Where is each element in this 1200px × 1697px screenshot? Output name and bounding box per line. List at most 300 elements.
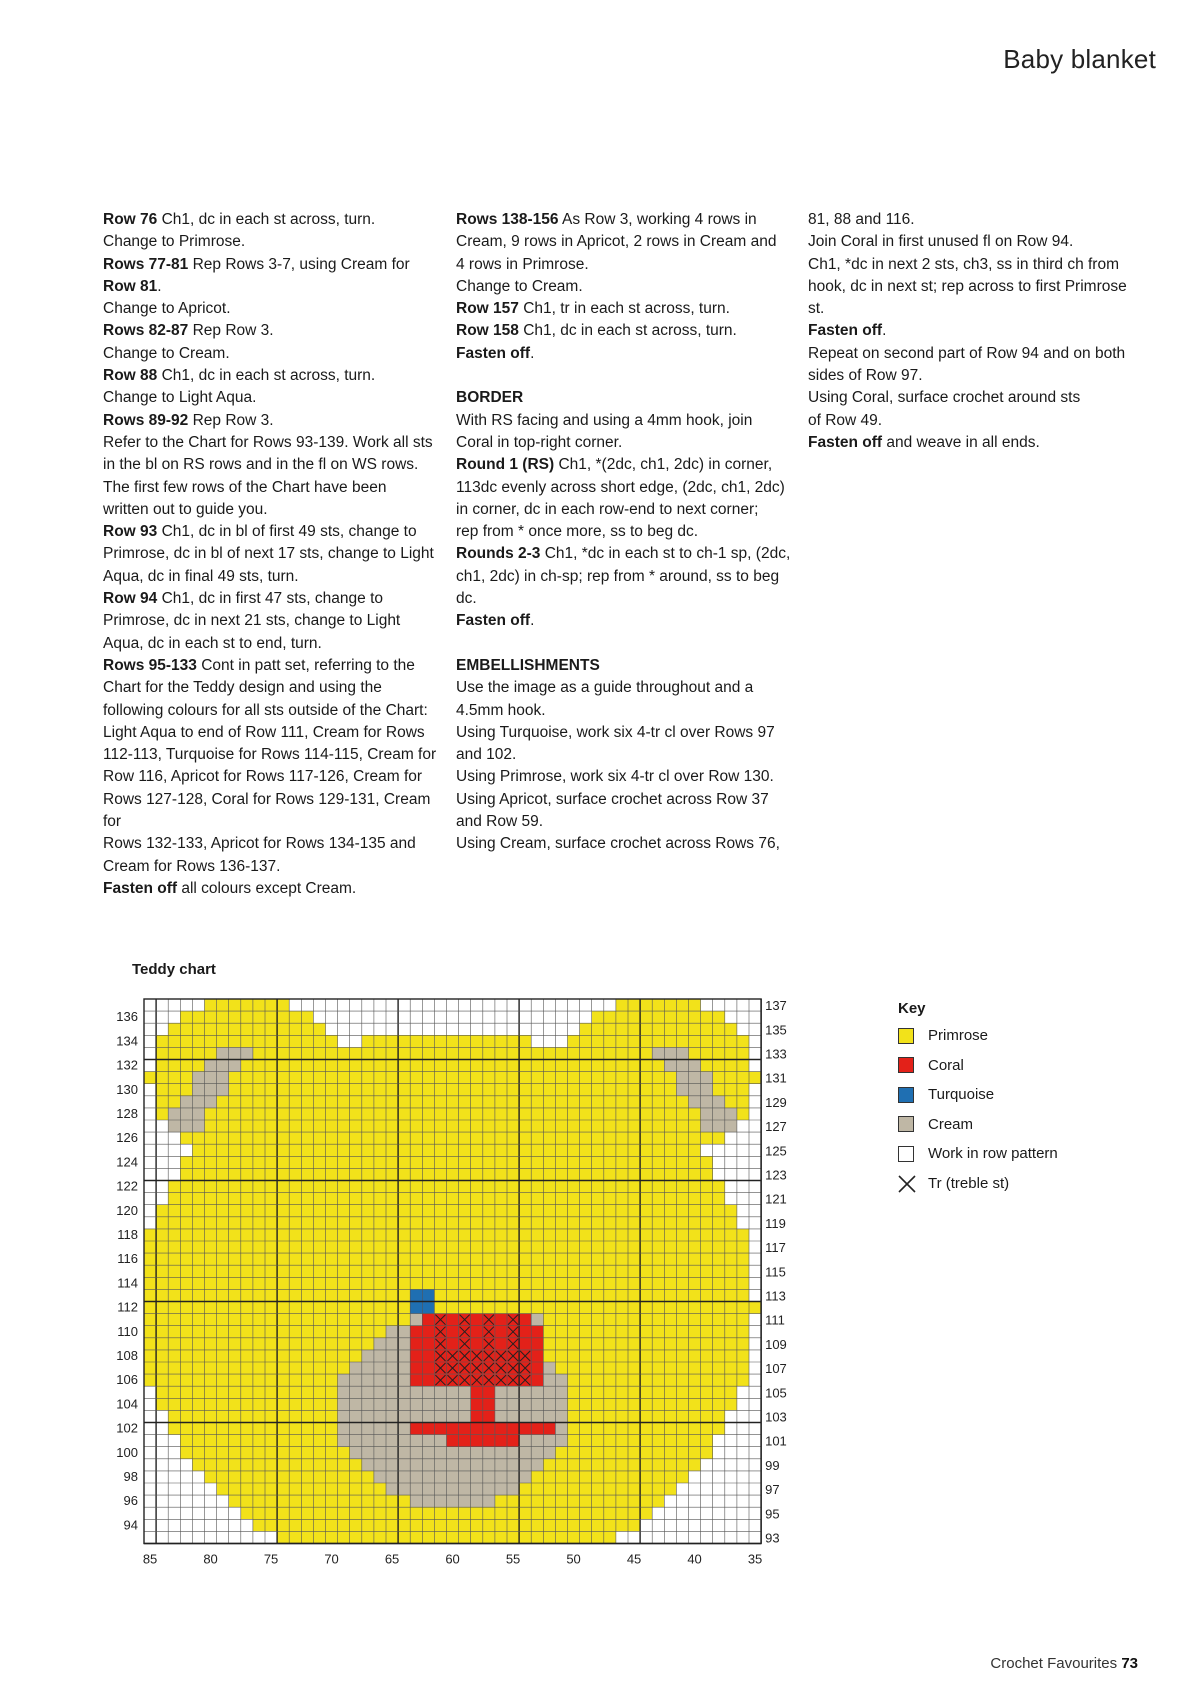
chart-cell	[350, 1362, 362, 1374]
instruction-text: Use the image as a guide throughout and a	[456, 679, 754, 697]
chart-cell	[422, 1120, 434, 1132]
instruction-bold-text: Fasten off	[103, 879, 178, 897]
chart-cell	[495, 1410, 507, 1422]
chart-cell	[689, 1350, 701, 1362]
chart-cell	[604, 1423, 616, 1435]
chart-cell	[664, 1398, 676, 1410]
chart-cell	[568, 1023, 580, 1035]
chart-cell	[531, 1229, 543, 1241]
chart-cell	[531, 1495, 543, 1507]
chart-cell	[289, 1374, 301, 1386]
instruction-text: Join Coral in first unused fl on Row 94.	[808, 233, 1074, 251]
chart-cell	[144, 1217, 156, 1229]
chart-cell	[374, 1302, 386, 1314]
chart-cell	[531, 1241, 543, 1253]
chart-cell	[652, 1459, 664, 1471]
chart-cell	[350, 1096, 362, 1108]
chart-cell	[241, 1435, 253, 1447]
chart-cell	[241, 1156, 253, 1168]
chart-cell	[725, 1483, 737, 1495]
chart-cell	[652, 1350, 664, 1362]
chart-cell	[253, 1289, 265, 1301]
chart-cell	[701, 1047, 713, 1059]
chart-cell	[362, 1035, 374, 1047]
row-label-right: 125	[765, 1143, 787, 1159]
chart-cell	[531, 1217, 543, 1229]
chart-cell	[749, 1338, 761, 1350]
chart-cell	[471, 1193, 483, 1205]
chart-cell	[241, 1531, 253, 1543]
chart-cell	[386, 1253, 398, 1265]
chart-cell	[652, 1253, 664, 1265]
chart-cell	[713, 1471, 725, 1483]
chart-cell	[640, 1326, 652, 1338]
chart-cell	[652, 1156, 664, 1168]
chart-cell	[144, 1035, 156, 1047]
key-item	[898, 1110, 1138, 1140]
chart-cell	[168, 1435, 180, 1447]
chart-cell	[168, 1241, 180, 1253]
chart-cell	[701, 1108, 713, 1120]
chart-cell	[737, 1507, 749, 1519]
chart-cell	[737, 1423, 749, 1435]
chart-cell	[398, 1423, 410, 1435]
chart-cell	[519, 1531, 531, 1543]
chart-cell	[434, 1447, 446, 1459]
chart-cell	[580, 1205, 592, 1217]
chart-cell	[676, 1519, 688, 1531]
chart-cell	[326, 1144, 338, 1156]
chart-cell	[483, 1181, 495, 1193]
chart-cell	[289, 1253, 301, 1265]
chart-cell	[580, 1435, 592, 1447]
chart-cell	[192, 1168, 204, 1180]
chart-cell	[338, 1507, 350, 1519]
chart-cell	[543, 1023, 555, 1035]
chart-cell	[483, 1410, 495, 1422]
chart-cell	[362, 1193, 374, 1205]
chart-cell	[362, 1495, 374, 1507]
chart-cell	[519, 1156, 531, 1168]
chart-cell	[326, 1398, 338, 1410]
chart-cell	[313, 1459, 325, 1471]
chart-cell	[568, 1350, 580, 1362]
chart-cell	[640, 1350, 652, 1362]
chart-cell	[568, 1374, 580, 1386]
chart-cell	[205, 1423, 217, 1435]
chart-cell	[350, 1519, 362, 1531]
chart-cell	[616, 1047, 628, 1059]
chart-cell	[277, 1386, 289, 1398]
chart-cell	[180, 1495, 192, 1507]
chart-cell	[604, 1435, 616, 1447]
chart-cell	[471, 1217, 483, 1229]
chart-cell	[350, 1471, 362, 1483]
chart-cell	[483, 1060, 495, 1072]
chart-cell	[676, 1362, 688, 1374]
chart-cell	[192, 1302, 204, 1314]
chart-cell	[386, 1047, 398, 1059]
chart-cell	[447, 1302, 459, 1314]
chart-cell	[580, 1084, 592, 1096]
chart-cell	[398, 1362, 410, 1374]
chart-cell	[301, 1108, 313, 1120]
chart-cell	[664, 1108, 676, 1120]
chart-cell	[652, 1168, 664, 1180]
chart-cell	[338, 1241, 350, 1253]
chart-cell	[495, 1011, 507, 1023]
chart-cell	[205, 1193, 217, 1205]
chart-cell	[168, 1084, 180, 1096]
chart-cell	[592, 1241, 604, 1253]
chart-cell	[568, 1435, 580, 1447]
chart-cell	[555, 1193, 567, 1205]
chart-cell	[628, 1120, 640, 1132]
chart-cell	[459, 1047, 471, 1059]
chart-cell	[289, 1156, 301, 1168]
chart-cell	[555, 1435, 567, 1447]
chart-cell	[362, 1326, 374, 1338]
chart-cell	[217, 1181, 229, 1193]
chart-cell	[350, 1386, 362, 1398]
chart-cell	[217, 1398, 229, 1410]
chart-cell	[507, 1398, 519, 1410]
chart-cell	[229, 1338, 241, 1350]
chart-cell	[447, 1096, 459, 1108]
chart-cell	[701, 1447, 713, 1459]
instruction-text: dc.	[456, 590, 477, 608]
chart-cell	[374, 1398, 386, 1410]
chart-cell	[338, 1023, 350, 1035]
chart-cell	[568, 1253, 580, 1265]
chart-cell	[265, 1096, 277, 1108]
chart-cell	[507, 1241, 519, 1253]
chart-cell	[604, 999, 616, 1011]
chart-cell	[459, 1495, 471, 1507]
chart-cell	[289, 1217, 301, 1229]
chart-cell	[156, 1084, 168, 1096]
chart-cell	[447, 1459, 459, 1471]
chart-cell	[398, 1338, 410, 1350]
chart-cell	[350, 1350, 362, 1362]
chart-cell	[676, 1350, 688, 1362]
chart-cell	[144, 1483, 156, 1495]
chart-cell	[616, 1362, 628, 1374]
chart-cell	[253, 1181, 265, 1193]
chart-cell	[241, 1047, 253, 1059]
chart-cell	[495, 1060, 507, 1072]
chart-cell	[640, 1229, 652, 1241]
chart-cell	[217, 1132, 229, 1144]
chart-cell	[410, 1495, 422, 1507]
chart-cell	[410, 1471, 422, 1483]
chart-cell	[229, 1084, 241, 1096]
chart-cell	[628, 1386, 640, 1398]
chart-cell	[447, 1519, 459, 1531]
instruction-bold-text: EMBELLISHMENTS	[456, 656, 600, 674]
chart-cell	[495, 1386, 507, 1398]
chart-cell	[289, 1168, 301, 1180]
chart-cell	[664, 1483, 676, 1495]
chart-cell	[386, 1035, 398, 1047]
chart-cell	[313, 1011, 325, 1023]
chart-cell	[144, 999, 156, 1011]
chart-cell	[628, 1265, 640, 1277]
chart-cell	[350, 1507, 362, 1519]
chart-cell	[374, 1181, 386, 1193]
chart-cell	[434, 1398, 446, 1410]
chart-cell	[664, 1447, 676, 1459]
chart-cell	[217, 1108, 229, 1120]
chart-cell	[640, 999, 652, 1011]
instruction-text: Using Turquoise, work six 4-tr cl over Rows 97	[456, 723, 775, 741]
chart-cell	[229, 1047, 241, 1059]
chart-cell	[338, 1229, 350, 1241]
chart-cell	[301, 1471, 313, 1483]
row-label-right: 127	[765, 1119, 787, 1135]
chart-cell	[350, 1072, 362, 1084]
chart-cell	[701, 1072, 713, 1084]
chart-cell	[555, 1362, 567, 1374]
chart-cell	[338, 1338, 350, 1350]
chart-cell	[326, 1519, 338, 1531]
chart-cell	[543, 1217, 555, 1229]
chart-cell	[555, 1302, 567, 1314]
chart-cell	[555, 1350, 567, 1362]
chart-cell	[398, 1217, 410, 1229]
chart-cell	[725, 1108, 737, 1120]
chart-cell	[531, 1314, 543, 1326]
chart-cell	[241, 1120, 253, 1132]
chart-cell	[422, 1314, 434, 1326]
chart-cell	[616, 1229, 628, 1241]
chart-cell	[277, 1060, 289, 1072]
chart-cell	[689, 1168, 701, 1180]
chart-cell	[386, 1205, 398, 1217]
chart-cell	[144, 1229, 156, 1241]
chart-cell	[483, 1229, 495, 1241]
chart-cell	[277, 1289, 289, 1301]
chart-cell	[701, 1495, 713, 1507]
row-label-right: 93	[765, 1530, 780, 1546]
chart-cell	[519, 1495, 531, 1507]
chart-cell	[664, 1265, 676, 1277]
chart-cell	[386, 1289, 398, 1301]
chart-cell	[217, 1035, 229, 1047]
chart-cell	[628, 1338, 640, 1350]
chart-cell	[713, 1519, 725, 1531]
chart-cell	[422, 1132, 434, 1144]
chart-cell	[265, 1084, 277, 1096]
chart-cell	[531, 1289, 543, 1301]
chart-cell	[568, 1459, 580, 1471]
chart-cell	[676, 1447, 688, 1459]
chart-cell	[156, 1435, 168, 1447]
chart-cell	[241, 1459, 253, 1471]
chart-cell	[241, 1011, 253, 1023]
instruction-bold-text: Row 88	[103, 367, 158, 385]
chart-cell	[459, 1072, 471, 1084]
chart-cell	[301, 999, 313, 1011]
chart-cell	[664, 1144, 676, 1156]
chart-cell	[205, 1314, 217, 1326]
chart-cell	[229, 1459, 241, 1471]
chart-cell	[192, 1362, 204, 1374]
chart-cell	[265, 1144, 277, 1156]
column-label: 40	[687, 1551, 702, 1567]
chart-cell	[713, 1156, 725, 1168]
chart-cell	[676, 1398, 688, 1410]
chart-cell	[664, 1181, 676, 1193]
chart-cell	[580, 1277, 592, 1289]
chart-cell	[338, 1193, 350, 1205]
row-label-left: 108	[116, 1347, 138, 1363]
chart-cell	[398, 1023, 410, 1035]
chart-cell	[289, 1060, 301, 1072]
chart-cell	[205, 1229, 217, 1241]
chart-cell	[144, 1386, 156, 1398]
chart-cell	[447, 1144, 459, 1156]
chart-cell	[543, 1410, 555, 1422]
chart-cell	[640, 1398, 652, 1410]
chart-cell	[737, 1132, 749, 1144]
chart-cell	[350, 1277, 362, 1289]
chart-cell	[713, 1531, 725, 1543]
chart-cell	[447, 1181, 459, 1193]
instruction-text: .	[530, 612, 535, 630]
chart-cell	[676, 1531, 688, 1543]
chart-cell	[495, 1096, 507, 1108]
chart-cell	[749, 1168, 761, 1180]
chart-cell	[543, 1011, 555, 1023]
chart-cell	[676, 1386, 688, 1398]
chart-cell	[689, 1410, 701, 1422]
instruction-text: Ch1, *(2dc, ch1, 2dc) in corner,	[554, 456, 773, 474]
chart-cell	[689, 1471, 701, 1483]
chart-cell	[568, 1229, 580, 1241]
chart-cell	[301, 1362, 313, 1374]
chart-cell	[676, 1338, 688, 1350]
chart-cell	[628, 1108, 640, 1120]
chart-cell	[362, 1011, 374, 1023]
chart-cell	[519, 1410, 531, 1422]
chart-cell	[725, 1507, 737, 1519]
chart-cell	[701, 1241, 713, 1253]
chart-cell	[507, 1181, 519, 1193]
chart-cell	[180, 1023, 192, 1035]
chart-cell	[640, 1338, 652, 1350]
chart-cell	[205, 1338, 217, 1350]
instruction-bold-text: Fasten off	[808, 433, 883, 451]
chart-cell	[301, 1423, 313, 1435]
chart-cell	[374, 1495, 386, 1507]
key-label: Tr (treble st)	[928, 1174, 1010, 1192]
chart-cell	[471, 1289, 483, 1301]
chart-cell	[144, 1314, 156, 1326]
chart-cell	[555, 1047, 567, 1059]
chart-cell	[592, 1386, 604, 1398]
chart-cell	[289, 1459, 301, 1471]
chart-cell	[326, 1253, 338, 1265]
chart-cell	[180, 1302, 192, 1314]
chart-cell	[604, 1181, 616, 1193]
chart-cell	[543, 1507, 555, 1519]
chart-cell	[338, 1374, 350, 1386]
chart-cell	[205, 1181, 217, 1193]
chart-cell	[447, 1072, 459, 1084]
chart-cell	[543, 1120, 555, 1132]
chart-cell	[422, 1459, 434, 1471]
chart-cell	[241, 1060, 253, 1072]
chart-cell	[459, 1302, 471, 1314]
chart-cell	[398, 1386, 410, 1398]
chart-cell	[289, 1338, 301, 1350]
chart-cell	[374, 1011, 386, 1023]
chart-cell	[338, 999, 350, 1011]
chart-cell	[229, 1144, 241, 1156]
chart-cell	[592, 1471, 604, 1483]
instruction-bold-text: BORDER	[456, 389, 524, 407]
chart-cell	[725, 1277, 737, 1289]
chart-cell	[664, 1193, 676, 1205]
instruction-bold-text: Row 158	[456, 322, 519, 340]
chart-cell	[640, 1035, 652, 1047]
chart-cell	[604, 1386, 616, 1398]
chart-cell	[737, 1289, 749, 1301]
chart-cell	[422, 1096, 434, 1108]
chart-cell	[628, 1084, 640, 1096]
chart-cell	[386, 1386, 398, 1398]
chart-cell	[326, 1507, 338, 1519]
chart-cell	[374, 1362, 386, 1374]
chart-cell	[737, 1120, 749, 1132]
chart-cell	[301, 1519, 313, 1531]
chart-cell	[144, 1072, 156, 1084]
chart-cell	[471, 1011, 483, 1023]
chart-cell	[156, 1156, 168, 1168]
chart-cell	[519, 1205, 531, 1217]
chart-cell	[410, 1084, 422, 1096]
chart-cell	[326, 1362, 338, 1374]
row-label-left: 94	[123, 1517, 138, 1533]
chart-cell	[689, 1531, 701, 1543]
chart-cell	[434, 1023, 446, 1035]
chart-cell	[362, 1459, 374, 1471]
chart-cell	[689, 1096, 701, 1108]
chart-cell	[628, 1047, 640, 1059]
chart-cell	[253, 1168, 265, 1180]
chart-cell	[519, 1423, 531, 1435]
chart-cell	[229, 1060, 241, 1072]
chart-cell	[483, 1483, 495, 1495]
instruction-text: As Row 3, working 4 rows in	[558, 211, 757, 228]
chart-cell	[265, 1181, 277, 1193]
chart-cell	[326, 1120, 338, 1132]
chart-cell	[168, 1120, 180, 1132]
chart-cell	[580, 1265, 592, 1277]
chart-cell	[168, 1205, 180, 1217]
chart-cell	[737, 1326, 749, 1338]
chart-cell	[350, 1374, 362, 1386]
chart-cell	[749, 1314, 761, 1326]
chart-cell	[628, 1241, 640, 1253]
chart-cell	[205, 1459, 217, 1471]
chart-cell	[543, 1193, 555, 1205]
chart-cell	[737, 1084, 749, 1096]
chart-cell	[652, 1084, 664, 1096]
chart-cell	[144, 1096, 156, 1108]
chart-cell	[737, 1459, 749, 1471]
